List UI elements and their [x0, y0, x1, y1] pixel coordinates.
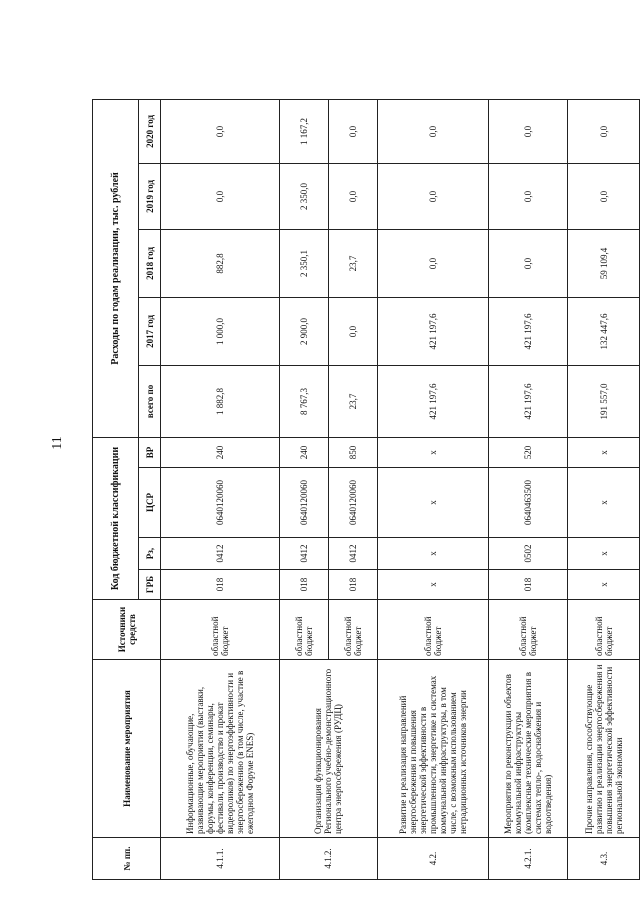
page-number: 11 [50, 436, 65, 450]
cell-rz: х [378, 538, 489, 570]
header-csr: ЦСР [139, 468, 161, 538]
cell-total: 8 767,3 [279, 365, 328, 437]
cell-2019: 0,0 [489, 163, 568, 229]
cell-source: областной бюджет [568, 600, 640, 660]
header-grb: ГРБ [139, 570, 161, 600]
cell-2017: 2 900,0 [279, 297, 328, 365]
cell-2018: 23,7 [328, 229, 377, 297]
header-2017: 2017 год [139, 297, 161, 365]
cell-num: 4.3. [568, 838, 640, 880]
cell-name: Информационные, обучающие, развивающие мероприятия (выставки, форумы, конференции, семинары, фестивали, производство и прокат видеороликов) по энергоэффективности и энергосбережению (в том числе, участие в ежегодном Форуме ENES) [161, 660, 280, 838]
cell-num: 4.1.2. [279, 838, 378, 880]
cell-2017: 421 197,6 [489, 297, 568, 365]
cell-csr: х [568, 468, 640, 538]
cell-2017: 1 000,0 [161, 297, 280, 365]
cell-grb: 018 [489, 570, 568, 600]
cell-name: Мероприятия по реконструкции объектов коммунальной инфраструктуры (комплексные технические мероприятия в системах тепло-, водоснабжения и водоотведения) [489, 660, 568, 838]
cell-num: 4.2.1. [489, 838, 568, 880]
cell-2020: 0,0 [378, 99, 489, 163]
cell-2019: 0,0 [328, 163, 377, 229]
cell-2017: 132 447,6 [568, 297, 640, 365]
cell-2018: 0,0 [489, 229, 568, 297]
cell-source: областной бюджет [328, 600, 377, 660]
cell-2018: 2 350,1 [279, 229, 328, 297]
cell-vr: 240 [161, 437, 280, 467]
cell-vr: 240 [279, 437, 328, 467]
cell-2020: 0,0 [161, 99, 280, 163]
cell-grb: 018 [161, 570, 280, 600]
cell-csr: х [378, 468, 489, 538]
rotated-table-wrapper [92, 100, 640, 880]
table-row [568, 99, 640, 879]
cell-grb: 018 [328, 570, 377, 600]
cell-source: областной бюджет [279, 600, 328, 660]
header-name: Наименование мероприятия [93, 660, 161, 838]
cell-2019: 0,0 [378, 163, 489, 229]
cell-csr: 0640463500 [489, 468, 568, 538]
cell-vr: х [378, 437, 489, 467]
cell-csr: 0640120060 [161, 468, 280, 538]
header-expenses-group: Расходы по годам реализации, тыс. рублей [93, 99, 139, 437]
table-row [489, 99, 568, 879]
header-total: всего по [139, 365, 161, 437]
cell-2017: 421 197,6 [378, 297, 489, 365]
cell-rz: 0502 [489, 538, 568, 570]
cell-csr: 0640120060 [279, 468, 328, 538]
cell-rz: 0412 [161, 538, 280, 570]
header-2019: 2019 год [139, 163, 161, 229]
table-row [378, 99, 489, 879]
cell-grb: х [568, 570, 640, 600]
header-vr: ВР [139, 437, 161, 467]
cell-name: Прочие направления, способствующие развитию и реализации энергосбережения и повышения энергетической эффективности региональной экономики [568, 660, 640, 838]
cell-rz: х [568, 538, 640, 570]
cell-total: 421 197,6 [489, 365, 568, 437]
header-2020: 2020 год [139, 99, 161, 163]
cell-source: областной бюджет [489, 600, 568, 660]
cell-grb: 018 [279, 570, 328, 600]
header-rz: Рз, [139, 538, 161, 570]
cell-2020: 0,0 [328, 99, 377, 163]
header-kbk-group: Код бюджетной классификации [93, 437, 139, 599]
cell-2017: 0,0 [328, 297, 377, 365]
cell-2019: 2 350,0 [279, 163, 328, 229]
cell-vr: 520 [489, 437, 568, 467]
cell-total: 421 197,6 [378, 365, 489, 437]
cell-rz: 0412 [328, 538, 377, 570]
cell-2020: 0,0 [489, 99, 568, 163]
cell-total: 23,7 [328, 365, 377, 437]
cell-2019: 0,0 [568, 163, 640, 229]
cell-2020: 0,0 [568, 99, 640, 163]
cell-source: областной бюджет [378, 600, 489, 660]
cell-csr: 0640120060 [328, 468, 377, 538]
budget-table [92, 99, 640, 880]
cell-2019: 0,0 [161, 163, 280, 229]
cell-source: областной бюджет [161, 600, 280, 660]
cell-2018: 882,8 [161, 229, 280, 297]
cell-rz: 0412 [279, 538, 328, 570]
cell-num: 4.2. [378, 838, 489, 880]
cell-name: Организация функционирования Регионального учебно-демонстрационного центра энергосбережения (РУДЦ) [279, 660, 378, 838]
cell-num: 4.1.1. [161, 838, 280, 880]
cell-vr: х [568, 437, 640, 467]
cell-vr: 850 [328, 437, 377, 467]
cell-2018: 0,0 [378, 229, 489, 297]
header-source: Источники средств [93, 600, 161, 660]
cell-2018: 59 109,4 [568, 229, 640, 297]
table-row [279, 99, 328, 879]
cell-grb: х [378, 570, 489, 600]
cell-total: 1 882,8 [161, 365, 280, 437]
cell-total: 191 557,0 [568, 365, 640, 437]
table-row [161, 99, 280, 879]
header-num: № пп. [93, 838, 161, 880]
cell-2020: 1 167,2 [279, 99, 328, 163]
header-2018: 2018 год [139, 229, 161, 297]
cell-name: Развитие и реализация направлений энергосбережения и повышения энергетической эффективности в промышленности, энергетике и системах коммунальной инфраструктуры, в том числе, с возможным использованием нетрадиционных источников энергии [378, 660, 489, 838]
